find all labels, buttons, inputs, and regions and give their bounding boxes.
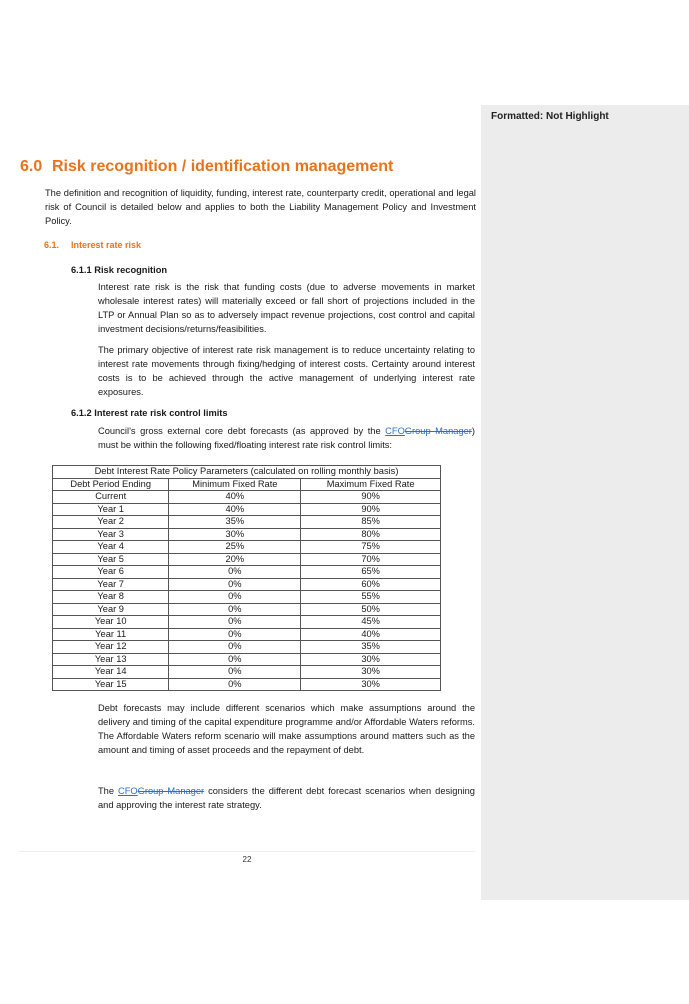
table-header-maximum: Maximum Fixed Rate <box>301 478 441 491</box>
minimum-rate-cell: 0% <box>169 591 301 604</box>
tracked-deletion[interactable]: Group Manager <box>137 786 205 796</box>
table-row <box>53 603 441 616</box>
period-cell: Year 1 <box>53 503 169 516</box>
control-limits-heading: 6.1.2 Interest rate risk control limits <box>71 408 228 418</box>
forecasts-text-end: considers the different debt forecast scenarios when designing and approving the interest rate strategy. <box>98 786 475 810</box>
maximum-rate-cell: 60% <box>301 578 441 591</box>
maximum-rate-cell: 65% <box>301 566 441 579</box>
period-cell: Year 4 <box>53 541 169 554</box>
section-number: 6.0 <box>20 158 43 175</box>
table-header-period: Debt Period Ending <box>53 478 169 491</box>
minimum-rate-cell: 0% <box>169 603 301 616</box>
table-row <box>53 528 441 541</box>
minimum-rate-cell: 0% <box>169 666 301 679</box>
comment-text: Formatted: Not Highlight <box>491 111 609 122</box>
table-row <box>53 503 441 516</box>
maximum-rate-cell: 50% <box>301 603 441 616</box>
table-row <box>53 553 441 566</box>
maximum-rate-cell: 55% <box>301 591 441 604</box>
period-cell: Year 11 <box>53 628 169 641</box>
maximum-rate-cell: 30% <box>301 678 441 691</box>
period-cell: Year 12 <box>53 641 169 654</box>
period-cell: Year 15 <box>53 678 169 691</box>
minimum-rate-cell: 0% <box>169 616 301 629</box>
forecasts-paragraph-1: Debt forecasts may include different scenarios which make assumptions around the delivery and timing of the capital expenditure programme and/or Affordable Waters reforms. The Affordable Waters reform scenario will make assumptions around matters such as the amount and timing of asset proceeds and the repayment of debt. <box>98 703 475 755</box>
minimum-rate-cell: 30% <box>169 528 301 541</box>
table-header-minimum: Minimum Fixed Rate <box>169 478 301 491</box>
forecasts-text-start: The <box>98 786 118 796</box>
period-cell: Year 14 <box>53 666 169 679</box>
forecasts-paragraph-2 <box>98 784 475 812</box>
maximum-rate-cell: 35% <box>301 641 441 654</box>
maximum-rate-cell: 85% <box>301 516 441 529</box>
table-row <box>53 666 441 679</box>
minimum-rate-cell: 35% <box>169 516 301 529</box>
maximum-rate-cell: 70% <box>301 553 441 566</box>
minimum-rate-cell: 40% <box>169 491 301 504</box>
tracked-insertion[interactable]: CFO <box>118 786 138 796</box>
minimum-rate-cell: 0% <box>169 578 301 591</box>
table-row <box>53 591 441 604</box>
footer-divider <box>18 851 476 852</box>
table-row <box>53 616 441 629</box>
tracked-deletion[interactable]: Group Manager <box>404 426 472 436</box>
minimum-rate-cell: 20% <box>169 553 301 566</box>
period-cell: Year 2 <box>53 516 169 529</box>
maximum-rate-cell: 40% <box>301 628 441 641</box>
maximum-rate-cell: 45% <box>301 616 441 629</box>
minimum-rate-cell: 0% <box>169 653 301 666</box>
table-row <box>53 641 441 654</box>
comments-pane <box>481 105 689 900</box>
tracked-insertion[interactable]: CFO <box>385 426 405 436</box>
control-limits-paragraph <box>98 424 475 452</box>
risk-recognition-paragraph-2: The primary objective of interest rate risk management is to reduce uncertainty relating to interest rate movements through fixing/hedging of interest costs. Certainty around interest costs is to be achieved through the active management of underlying interest rate exposures. <box>98 345 475 397</box>
table-row <box>53 516 441 529</box>
maximum-rate-cell: 30% <box>301 653 441 666</box>
control-limits-text-end: ) must be within the following fixed/floating interest rate risk control limits: <box>98 426 475 450</box>
period-cell: Year 5 <box>53 553 169 566</box>
minimum-rate-cell: 0% <box>169 678 301 691</box>
table-row <box>53 541 441 554</box>
table-row <box>53 653 441 666</box>
period-cell: Year 8 <box>53 591 169 604</box>
period-cell: Year 3 <box>53 528 169 541</box>
minimum-rate-cell: 40% <box>169 503 301 516</box>
table-row <box>53 678 441 691</box>
maximum-rate-cell: 90% <box>301 503 441 516</box>
period-cell: Year 13 <box>53 653 169 666</box>
maximum-rate-cell: 75% <box>301 541 441 554</box>
subsection-number: 6.1. <box>44 240 60 250</box>
section-intro: The definition and recognition of liquidity, funding, interest rate, counterparty credit, operational and legal risk of Council is detailed below and applies to both the Liability Management Policy and Investment Policy. <box>45 188 476 226</box>
period-cell: Year 10 <box>53 616 169 629</box>
period-cell: Year 6 <box>53 566 169 579</box>
minimum-rate-cell: 0% <box>169 566 301 579</box>
table-caption: Debt Interest Rate Policy Parameters (calculated on rolling monthly basis) <box>53 466 441 479</box>
subsection-title: Interest rate risk <box>71 240 142 250</box>
period-cell: Current <box>53 491 169 504</box>
risk-recognition-heading: 6.1.1 Risk recognition <box>71 265 168 275</box>
minimum-rate-cell: 0% <box>169 628 301 641</box>
section-heading <box>20 158 393 176</box>
period-cell: Year 7 <box>53 578 169 591</box>
risk-recognition-paragraph-1: Interest rate risk is the risk that funding costs (due to adverse movements in market wholesale interest rates) will materially exceed or fall short of projections included in the LTP or Annual Plan so as to adversely impact revenue projections, cost control and capital investment decisions/returns/feasibilities. <box>98 282 475 334</box>
minimum-rate-cell: 25% <box>169 541 301 554</box>
page-number: 22 <box>242 855 252 864</box>
maximum-rate-cell: 90% <box>301 491 441 504</box>
table-row <box>53 491 441 504</box>
table-row <box>53 578 441 591</box>
maximum-rate-cell: 80% <box>301 528 441 541</box>
section-title: Risk recognition / identification management <box>52 158 394 175</box>
maximum-rate-cell: 30% <box>301 666 441 679</box>
period-cell: Year 9 <box>53 603 169 616</box>
table-row <box>53 566 441 579</box>
subsection-heading <box>44 240 141 250</box>
minimum-rate-cell: 0% <box>169 641 301 654</box>
interest-rate-table <box>52 465 441 691</box>
table-row <box>53 628 441 641</box>
control-limits-text-start: Council’s gross external core debt forecasts (as approved by the <box>98 426 386 436</box>
